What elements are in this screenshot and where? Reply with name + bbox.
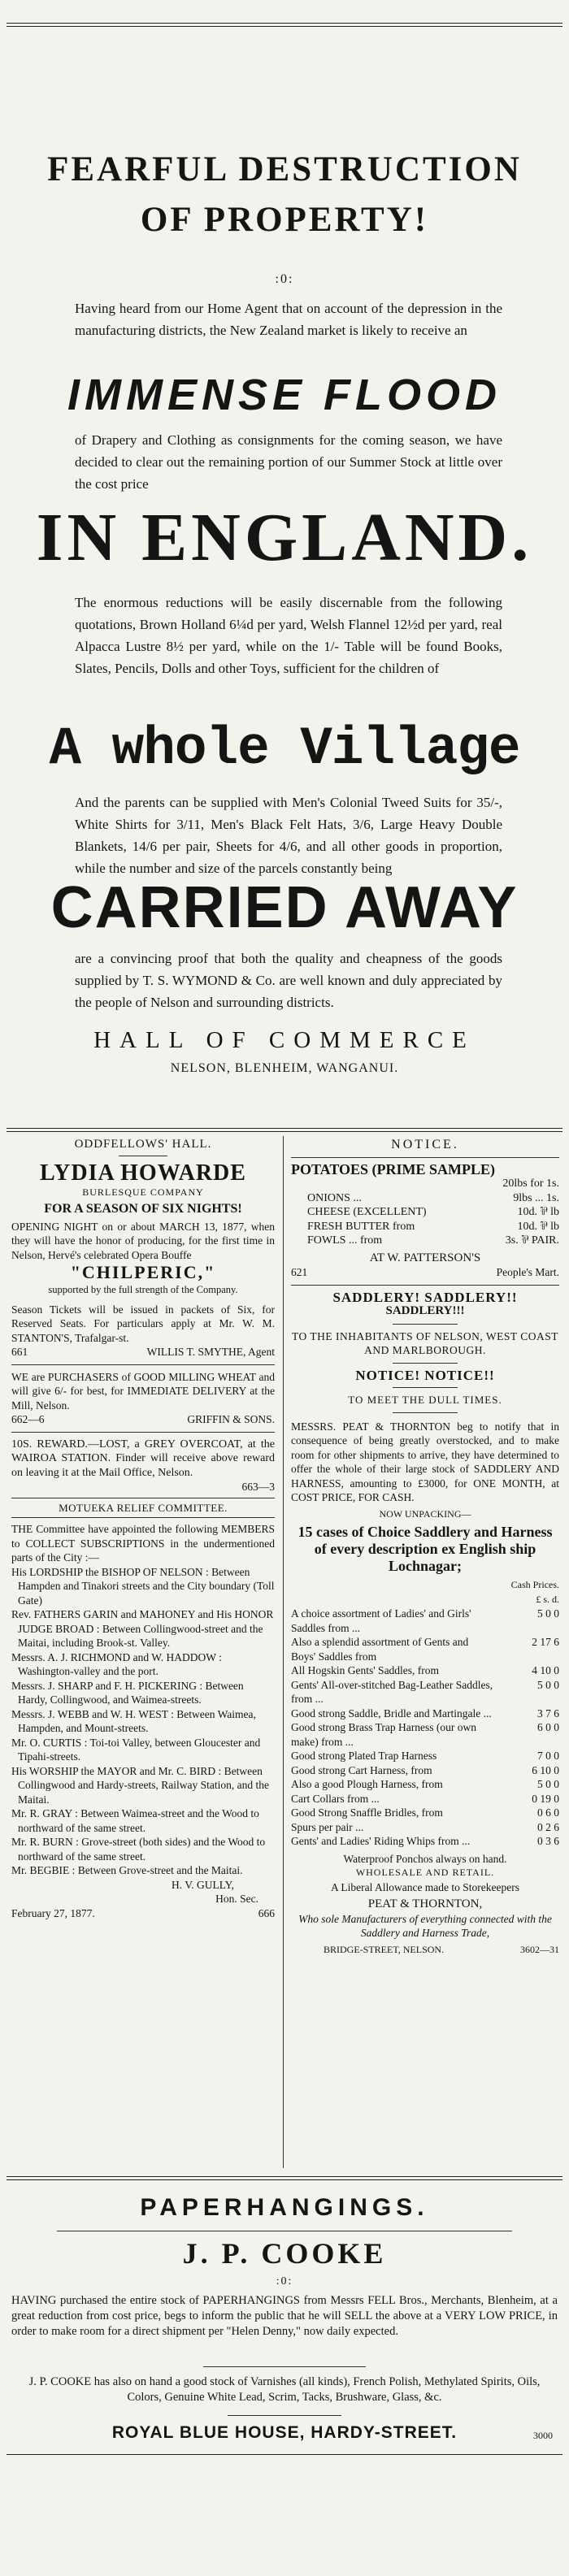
right-column bbox=[291, 1138, 559, 1957]
potatoes-price: 20lbs for 1s. bbox=[502, 1177, 559, 1190]
gully-name: H. V. GULLY, bbox=[171, 1878, 234, 1891]
mini-rule bbox=[393, 1324, 458, 1325]
member-entry: Rev. FATHERS GARIN and MAHONEY and His HONOR JUDGE BROAD : Between Collingwood-street and the Maitai, including Brook-st. Valley. bbox=[11, 1608, 274, 1649]
headline bbox=[0, 145, 569, 245]
firm-name: PEAT & THORNTON, bbox=[367, 1897, 483, 1910]
willis-signature bbox=[11, 1345, 275, 1360]
ornament: :0: bbox=[275, 272, 294, 286]
price-item: Also a good Plough Harness, from bbox=[291, 1778, 443, 1790]
produce-price: 10d. ⅌ lb bbox=[517, 1220, 559, 1233]
produce-item: ONIONS ... bbox=[307, 1191, 362, 1204]
produce-row bbox=[307, 1234, 559, 1248]
price-row bbox=[291, 1635, 559, 1663]
date-number: 666 bbox=[258, 1906, 275, 1919]
price-value: 6 0 0 bbox=[537, 1721, 559, 1733]
potatoes: POTATOES (PRIME SAMPLE) bbox=[291, 1160, 496, 1177]
now-unpacking: NOW UNPACKING— bbox=[379, 1507, 471, 1520]
produce-price: 3s. ⅌ PAIR. bbox=[505, 1234, 559, 1247]
member-entry: His WORSHIP the MAYOR and Mr. C. BIRD : Between Collingwood and Hardy-streets, Railway Station, and the Maitai. bbox=[11, 1764, 269, 1806]
bottom-rule-2 bbox=[7, 2179, 562, 2180]
mini-rule bbox=[393, 1363, 458, 1364]
fifteen-cases: 15 cases of Choice Saddlery and Harness of every description ex English ship Lochnagar; bbox=[298, 1524, 553, 1574]
notice-heading: NOTICE. bbox=[391, 1138, 459, 1151]
divider bbox=[11, 1432, 275, 1433]
peat-intro: MESSRS. PEAT & THORNTON beg to notify that in consequence of being greatly overstocked, and to make room for other shipments to arrive, they have determined to offer the whole of their large stock of SADDLERY AND HARNESS, amounting to £3000, for ONE MONTH, at COST PRICE, FOR CASH. bbox=[291, 1420, 559, 1503]
price-row bbox=[291, 1607, 559, 1635]
price-row bbox=[291, 1663, 559, 1678]
parents-paragraph: And the parents can be supplied with Men's Colonial Tweed Suits for 35/-, White Shirts for 3/11, Men's Black Felt Hats, 3/6, Large Heavy Double Blankets, 14/6 per pair, Sheets for 4/6, and all other goods in proportion, while the number and size of the parcels constantly being bbox=[75, 795, 502, 876]
allowance: A Liberal Allowance made to Storekeepers bbox=[330, 1880, 520, 1893]
member-entry: Mr. R. GRAY : Between Waimea-street and the Wood to northward of the same street. bbox=[11, 1807, 259, 1834]
headline-line-1: FEARFUL DESTRUCTION bbox=[47, 150, 522, 189]
patterson-signature bbox=[291, 1265, 559, 1280]
price-item: Good strong Saddle, Bridle and Martingale ... bbox=[291, 1706, 492, 1720]
bottom-rule bbox=[7, 2176, 562, 2177]
willis-name: WILLIS T. SMYTHE, Agent bbox=[146, 1346, 275, 1358]
address-line bbox=[291, 1943, 559, 1958]
cooke-varnish: J. P. COOKE has also on hand a good stock of Varnishes (all kinds), French Polish, Methylated Spirits, Oils, Colors, Genuine White Lead, Scrim, Tacks, Brushware, Glass, &c. bbox=[28, 2375, 541, 2404]
price-row bbox=[291, 1678, 559, 1706]
divider bbox=[203, 2366, 366, 2367]
wheat-notice: WE are PURCHASERS of GOOD MILLING WHEAT and will give 6/- for best, for IMMEDIATE DELIVERY at the Mill, Nelson. bbox=[11, 1370, 275, 1412]
mini-rule bbox=[393, 1387, 458, 1388]
season-line: FOR A SEASON OF SIX NIGHTS! bbox=[44, 1202, 242, 1216]
price-item: Good strong Brass Trap Harness (our own make) from ... bbox=[291, 1721, 476, 1748]
price-item: All Hogskin Gents' Saddles, from bbox=[291, 1664, 440, 1676]
produce-row bbox=[307, 1205, 559, 1220]
produce-row bbox=[307, 1191, 559, 1206]
member-entry: Mr. O. CURTIS : Toi-toi Valley, between Gloucester and Tipahi-streets. bbox=[11, 1736, 261, 1763]
left-column bbox=[11, 1138, 275, 1920]
headline-line-2: OF PROPERTY! bbox=[140, 201, 429, 239]
divider bbox=[291, 1157, 559, 1158]
address: BRIDGE-STREET, NELSON. bbox=[324, 1943, 445, 1955]
chilperic: "CHILPERIC," bbox=[70, 1262, 216, 1282]
peoples-mart: People's Mart. bbox=[496, 1266, 559, 1278]
price-value: 7 0 0 bbox=[537, 1750, 559, 1762]
price-value: 0 19 0 bbox=[532, 1792, 559, 1805]
member-entry: His LORDSHIP the BISHOP OF NELSON : Between Hampden and Tinakori streets and the City boundary (Toll Gate) bbox=[11, 1565, 275, 1607]
ponchos: Waterproof Ponchos always on hand. bbox=[343, 1852, 507, 1865]
reductions-paragraph: The enormous reductions will be easily discernable from the following quotations, Brown Holland 6¼d per yard, Welsh Flannel 12½d per yard, real Alpacca Lustre 8½ per yard, while on the 1/- Table will be found Books, Slates, Pencils, Dolls and other Toys, sufficient for the children of bbox=[75, 595, 502, 676]
price-list bbox=[291, 1607, 559, 1849]
price-value: 2 17 6 bbox=[532, 1636, 559, 1648]
produce-price: 10d. ⅌ lb bbox=[517, 1206, 559, 1218]
royal-blue-house: ROYAL BLUE HOUSE, HARDY-STREET. bbox=[111, 2423, 458, 2442]
divider bbox=[228, 2415, 341, 2416]
price-item: Gents' All-over-stitched Bag-Leather Saddles, from ... bbox=[291, 1678, 493, 1705]
hall-of-commerce: HALL OF COMMERCE bbox=[93, 1027, 476, 1053]
top-rule-2 bbox=[7, 26, 562, 27]
member-entry: Messrs. A. J. RICHMOND and W. HADDOW : Washington-valley and the port. bbox=[11, 1650, 222, 1677]
inhabitants: TO THE INHABITANTS OF NELSON, WEST COAST AND MARLBOROUGH. bbox=[291, 1329, 559, 1356]
final-rule bbox=[7, 2454, 562, 2455]
committee-text: THE Committee have appointed the following MEMBERS to COLLECT SUBSCRIPTIONS in the undermentioned parts of the City :— bbox=[11, 1523, 275, 1563]
divider bbox=[11, 1364, 275, 1365]
burlesque-company: BURLESQUE COMPANY bbox=[82, 1186, 204, 1198]
wholesale: WHOLESALE AND RETAIL. bbox=[355, 1867, 495, 1878]
price-item: Spurs per pair ... bbox=[291, 1820, 364, 1833]
price-item: Cart Collars from ... bbox=[291, 1792, 380, 1805]
willis-number: 661 bbox=[11, 1346, 28, 1358]
member-entry: Mr. R. BURN : Grove-street (both sides) and the Wood to northward of the same street. bbox=[11, 1836, 266, 1863]
patterson: AT W. PATTERSON'S bbox=[369, 1251, 481, 1264]
price-value: 5 0 0 bbox=[537, 1607, 559, 1620]
price-row bbox=[291, 1820, 559, 1835]
date: February 27, 1877. bbox=[11, 1906, 95, 1919]
member-entry: Messrs. J. SHARP and F. H. PICKERING : Between Hardy, Collingwood, and Waimea-streets. bbox=[11, 1679, 244, 1706]
date-line bbox=[11, 1906, 275, 1921]
price-row bbox=[291, 1763, 559, 1778]
notice-notice: NOTICE! NOTICE!! bbox=[355, 1367, 495, 1383]
price-row bbox=[291, 1749, 559, 1763]
price-row bbox=[291, 1720, 559, 1749]
price-value: 4 10 0 bbox=[532, 1664, 559, 1676]
cooke-number: 3000 bbox=[533, 2430, 553, 2441]
price-row bbox=[291, 1834, 559, 1849]
price-row bbox=[291, 1806, 559, 1820]
price-item: Good strong Cart Harness, from bbox=[291, 1763, 432, 1776]
price-row bbox=[291, 1777, 559, 1792]
intro-paragraph: Having heard from our Home Agent that on account of the depression in the manufacturing districts, the New Zealand market is likely to receive an bbox=[75, 301, 502, 338]
paperhangings-heading: PAPERHANGINGS. bbox=[140, 2194, 429, 2221]
price-row bbox=[291, 1792, 559, 1806]
drapery-paragraph: of Drapery and Clothing as consignments for the coming season, we have decided to clear out the remaining portion of our Summer Stock at little over the cost price bbox=[75, 432, 502, 492]
price-value: 0 3 6 bbox=[537, 1835, 559, 1847]
dull-times: TO MEET THE DULL TIMES. bbox=[348, 1394, 502, 1406]
price-value: 0 6 0 bbox=[537, 1806, 559, 1819]
price-row bbox=[291, 1706, 559, 1721]
cooke-ornament: :0: bbox=[276, 2275, 293, 2288]
column-divider bbox=[283, 1136, 284, 2168]
village-heading: A whole Village bbox=[49, 718, 520, 779]
top-rule bbox=[7, 23, 562, 24]
griffin-name: GRIFFIN & SONS. bbox=[187, 1413, 275, 1425]
convincing-paragraph: are a convincing proof that both the quality and cheapness of the goods supplied by T. S. WYMOND & Co. are well known and duly appreciated by the people of Nelson and surrounding districts. bbox=[75, 951, 502, 1010]
england-heading: IN ENGLAND. bbox=[36, 500, 533, 575]
section-rule-2 bbox=[7, 1131, 562, 1132]
address-number: 3602—31 bbox=[520, 1943, 559, 1955]
oddfellows-heading: ODDFELLOWS' HALL. bbox=[74, 1138, 212, 1151]
saddlery-2: SADDLERY!!! bbox=[385, 1304, 465, 1317]
opening-text: OPENING NIGHT on or about MARCH 13, 1877, when they will have the honor of producing, for the first time in Nelson, Hervé's celebrated Opera Bouffe bbox=[11, 1220, 275, 1261]
reward-notice: 10S. REWARD.—LOST, a GREY OVERCOAT, at the WAIROA STATION. Finder will receive above reward on leaving it at the Mail Office, Nelson. bbox=[11, 1438, 275, 1479]
produce-row bbox=[307, 1220, 559, 1234]
member-entry: Mr. BEGBIE : Between Grove-street and the Maitai. bbox=[11, 1864, 243, 1876]
mini-rule bbox=[393, 1412, 458, 1413]
price-item: Gents' and Ladies' Riding Whips from ... bbox=[291, 1835, 471, 1847]
price-item: Good strong Plated Trap Harness bbox=[291, 1750, 437, 1762]
price-value: 5 0 0 bbox=[537, 1778, 559, 1790]
griffin-signature bbox=[11, 1412, 275, 1427]
produce-item: FOWLS ... from bbox=[307, 1234, 383, 1247]
lydia-howarde: LYDIA HOWARDE bbox=[40, 1160, 246, 1186]
price-item: A choice assortment of Ladies' and Girls' Saddles from ... bbox=[291, 1607, 471, 1634]
member-entry: Messrs. J. WEBB and W. H. WEST : Between Waimea, Hampden, and Mount-streets. bbox=[11, 1707, 256, 1734]
places: NELSON, BLENHEIM, WANGANUI. bbox=[170, 1061, 399, 1075]
cooke-body: HAVING purchased the entire stock of PAPERHANGINGS from Messrs FELL Bros., Merchants, Blenheim, at a great reduction from cost price, begs to inform the public that he will SELL the above at a VERY LOW PRICE, in order to make room for a direct shipment per "Helen Denny," now daily expected. bbox=[11, 2294, 558, 2338]
firm-description: Who sole Manufacturers of everything connected with the Saddlery and Harness Trade, bbox=[298, 1912, 552, 1939]
produce-item: FRESH BUTTER from bbox=[307, 1220, 415, 1233]
price-item: Also a splendid assortment of Gents and Boys' Saddles from bbox=[291, 1636, 469, 1663]
saddlery-1: SADDLERY! SADDLERY!! bbox=[332, 1289, 518, 1305]
section-rule bbox=[7, 1128, 562, 1129]
price-item: Good Strong Snaffle Bridles, from bbox=[291, 1806, 443, 1819]
price-value: 6 10 0 bbox=[532, 1763, 559, 1776]
patterson-number: 621 bbox=[291, 1266, 308, 1278]
supported-line: supported by the full strength of the Company. bbox=[48, 1284, 238, 1295]
carried-away-heading: CARRIED AWAY bbox=[50, 875, 519, 940]
price-value: 0 2 6 bbox=[537, 1820, 559, 1833]
immense-flood-heading: IMMENSE FLOOD bbox=[67, 371, 502, 419]
price-value: 5 0 0 bbox=[537, 1678, 559, 1691]
cooke-heading: J. P. COOKE bbox=[182, 2237, 387, 2270]
tickets-text: Season Tickets will be issued in packets of Six, for Reserved Seats. For particulars apply at Mr. W. M. STANTON'S, Trafalgar-st. bbox=[11, 1303, 275, 1344]
cash-prices: Cash Prices. bbox=[510, 1579, 559, 1590]
price-value: 3 7 6 bbox=[537, 1706, 559, 1720]
divider bbox=[11, 1517, 275, 1518]
produce-price: 9lbs ... 1s. bbox=[513, 1191, 559, 1204]
produce-item: CHEESE (EXCELLENT) bbox=[307, 1206, 427, 1218]
divider bbox=[291, 1285, 559, 1286]
griffin-number: 662—6 bbox=[11, 1413, 45, 1425]
members-list bbox=[11, 1565, 275, 1878]
lsd-header: £ s. d. bbox=[536, 1593, 559, 1605]
reward-number: 663—3 bbox=[241, 1481, 275, 1493]
moteuka-heading: MOTUEKA RELIEF COMMITTEE. bbox=[59, 1501, 228, 1514]
hon-sec: Hon. Sec. bbox=[215, 1893, 258, 1905]
